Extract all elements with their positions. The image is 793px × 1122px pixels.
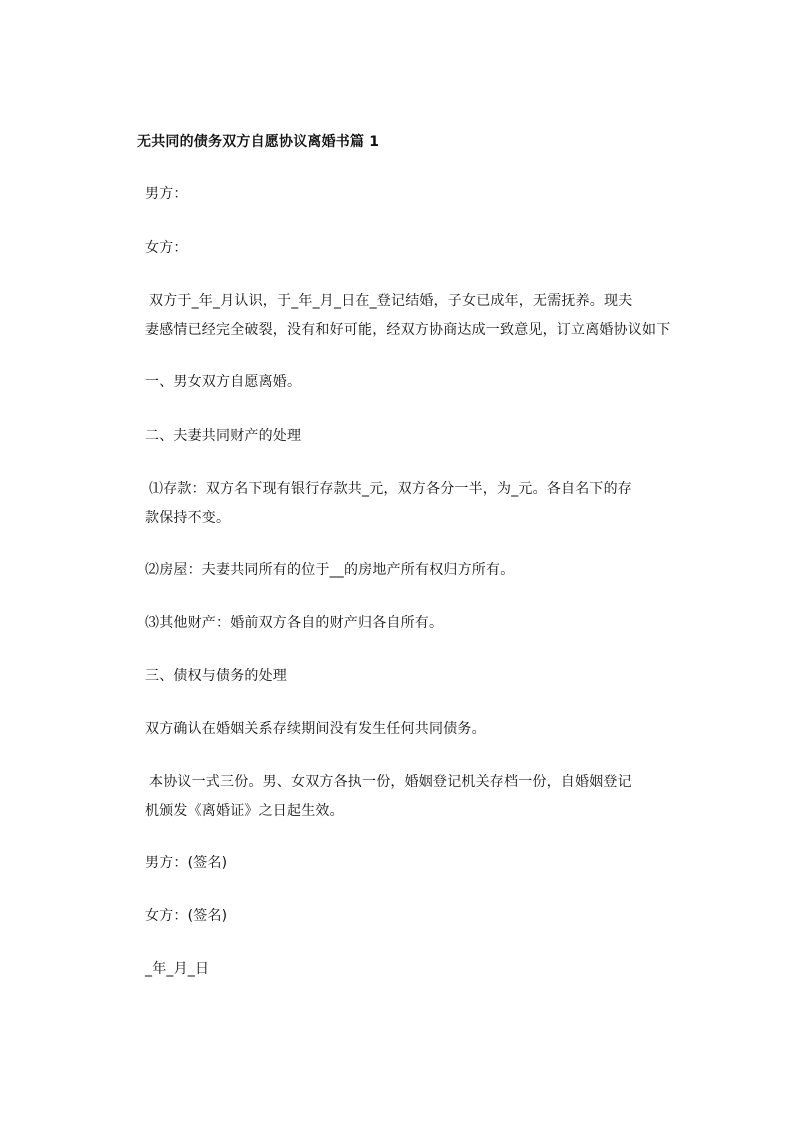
female-party-label: 女方： — [145, 240, 188, 256]
clause-2-heading: 二、夫妻共同财产的处理 — [145, 428, 302, 444]
copies-paragraph-line-2: 机颁发《离婚证》之日起生效。 — [145, 803, 344, 819]
copies-paragraph-line-1: 本协议一式三份。男、女双方各执一份，婚姻登记机关存档一份，自婚姻登记 — [149, 774, 632, 790]
male-signature-line: 男方：(签名) — [145, 855, 228, 871]
male-party-label: 男方： — [145, 186, 188, 202]
debt-statement: 双方确认在婚姻关系存续期间没有发生任何共同债务。 — [145, 721, 486, 737]
item-2: ⑵房屋：夫妻共同所有的位于__的房地产所有权归方所有。 — [145, 562, 515, 578]
clause-3-heading: 三、债权与债务的处理 — [145, 668, 287, 684]
item-1-line-1: ⑴存款：双方名下现有银行存款共_元，双方各分一半，为_元。各自名下的存 — [149, 481, 632, 497]
intro-paragraph-line-1: 双方于_年_月认识，于_年_月_日在_登记结婚，子女已成年，无需抚养。现夫 — [149, 293, 633, 309]
female-signature-line: 女方：(签名) — [145, 908, 228, 924]
intro-paragraph-line-2: 妻感情已经完全破裂，没有和好可能，经双方协商达成一致意见，订立离婚协议如下 — [145, 322, 671, 338]
item-1-line-2: 款保持不变。 — [145, 510, 231, 526]
document-title: 无共同的债务双方自愿协议离婚书篇 1 — [137, 134, 380, 150]
item-3: ⑶其他财产：婚前双方各自的财产归各自所有。 — [145, 615, 444, 631]
clause-1: 一、男女双方自愿离婚。 — [145, 374, 302, 390]
date-line: _年_月_日 — [145, 961, 210, 977]
